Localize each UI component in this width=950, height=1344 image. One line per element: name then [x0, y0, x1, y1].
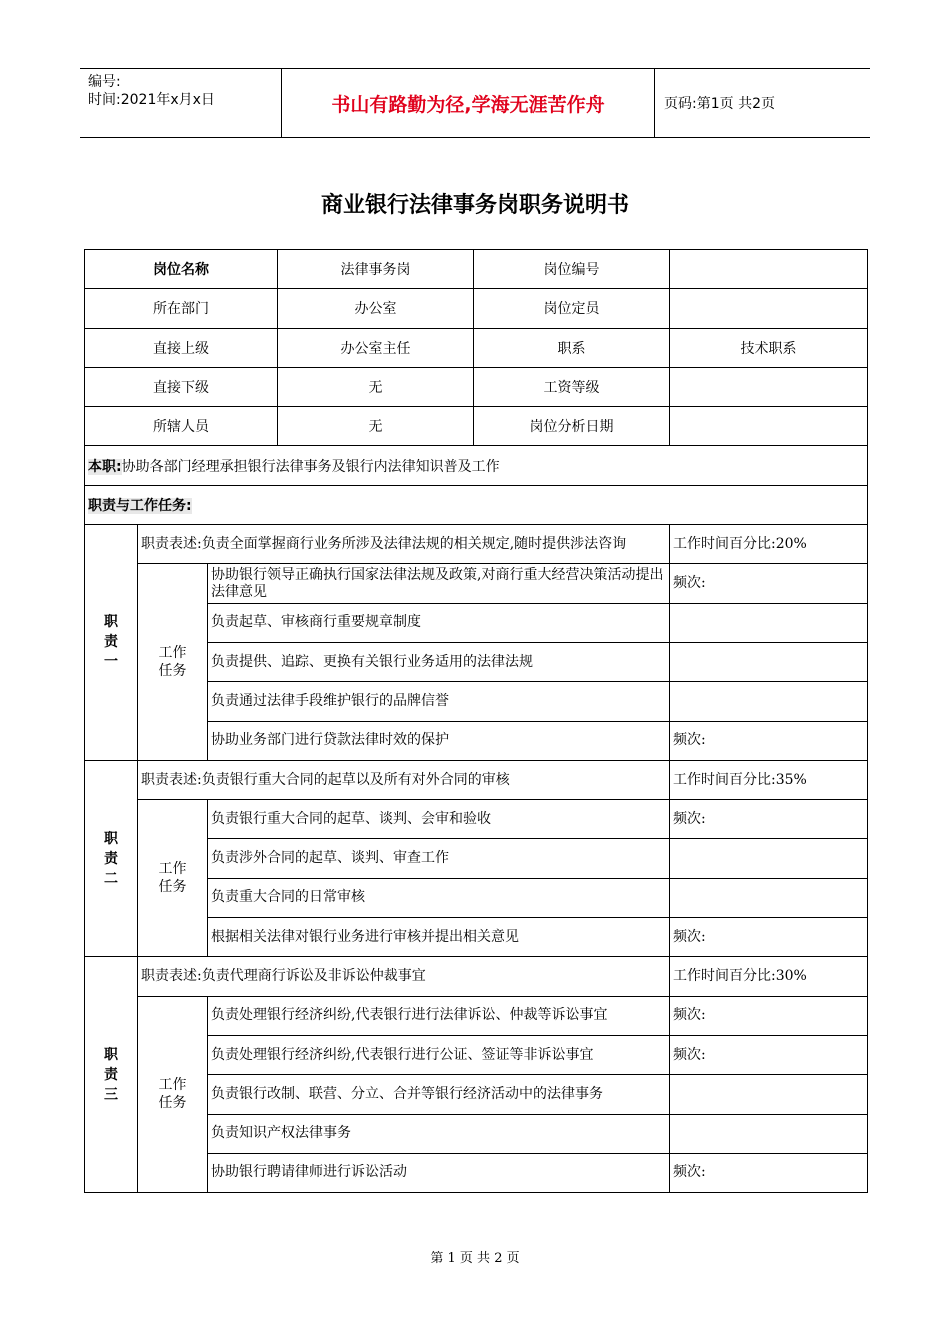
table-row	[85, 289, 868, 328]
task-group-label	[138, 996, 208, 1192]
header-meta	[80, 69, 282, 137]
duty-name	[85, 957, 138, 1193]
info-value: 技术职系	[670, 328, 868, 367]
info-value: 办公室	[278, 289, 474, 328]
task-frequency: 频次:	[670, 1153, 868, 1192]
info-value	[670, 289, 868, 328]
table-body	[85, 250, 868, 1193]
work-time-percent: 工作时间百分比:30%	[670, 957, 868, 996]
table-row	[85, 564, 868, 603]
page-header	[80, 68, 870, 138]
task-text: 负责处理银行经济纠纷,代表银行进行法律诉讼、仲裁等诉讼事宜	[208, 996, 670, 1035]
info-key: 职系	[474, 328, 670, 367]
task-text: 负责起草、审核商行重要规章制度	[208, 603, 670, 642]
info-key: 岗位定员	[474, 289, 670, 328]
table-row	[85, 367, 868, 406]
info-value: 无	[278, 407, 474, 446]
task-frequency	[670, 878, 868, 917]
task-text: 负责通过法律手段维护银行的品牌信誉	[208, 682, 670, 721]
table-row	[85, 996, 868, 1035]
task-group-label-text: 工作任务	[158, 645, 187, 680]
page-footer: 第 1 页 共 2 页	[430, 1251, 520, 1266]
duty-name	[85, 760, 138, 956]
info-key: 工资等级	[474, 367, 670, 406]
duty-main-cell	[85, 446, 868, 485]
document-title: 商业银行法律事务岗职务说明书	[320, 193, 629, 218]
info-value: 法律事务岗	[278, 250, 474, 289]
info-key: 岗位名称	[85, 250, 278, 289]
task-frequency: 频次:	[670, 721, 868, 760]
info-key: 直接下级	[85, 367, 278, 406]
info-key: 所辖人员	[85, 407, 278, 446]
duty-main-label: 本职:	[88, 458, 122, 475]
info-value: 无	[278, 367, 474, 406]
work-time-percent: 工作时间百分比:35%	[670, 760, 868, 799]
task-text: 负责知识产权法律事务	[208, 1114, 670, 1153]
work-time-percent: 工作时间百分比:20%	[670, 525, 868, 564]
task-frequency: 频次:	[670, 800, 868, 839]
info-value	[670, 407, 868, 446]
info-value: 办公室主任	[278, 328, 474, 367]
task-frequency: 频次:	[670, 996, 868, 1035]
task-text: 负责银行重大合同的起草、谈判、会审和验收	[208, 800, 670, 839]
task-frequency: 频次:	[670, 1035, 868, 1074]
duty-name-text: 职责三	[104, 1046, 118, 1103]
table-row	[85, 328, 868, 367]
task-text: 协助银行领导正确执行国家法律法规及政策,对商行重大经营决策活动提出法律意见	[208, 564, 670, 603]
doc-number-label: 编号:	[88, 74, 121, 90]
info-key: 直接上级	[85, 328, 278, 367]
header-motto: 书山有路勤为径,学海无涯苦作舟	[282, 69, 655, 137]
duty-description: 职责表述:负责代理商行诉讼及非诉讼仲裁事宜	[138, 957, 670, 996]
task-group-label-text: 工作任务	[158, 861, 187, 896]
task-frequency: 频次:	[670, 564, 868, 603]
duty-name-text: 职责二	[104, 830, 118, 887]
task-group-label	[138, 800, 208, 957]
table-row	[85, 957, 868, 996]
doc-date-label: 时间:2021年x月x日	[88, 92, 215, 108]
task-text: 负责处理银行经济纠纷,代表银行进行公证、签证等非诉讼事宜	[208, 1035, 670, 1074]
task-frequency	[670, 682, 868, 721]
duty-name	[85, 525, 138, 761]
table-row	[85, 250, 868, 289]
info-value	[670, 367, 868, 406]
task-text: 协助银行聘请律师进行诉讼活动	[208, 1153, 670, 1192]
table-row	[85, 760, 868, 799]
table-row	[85, 407, 868, 446]
job-description-table	[84, 249, 868, 1193]
task-text: 负责银行改制、联营、分立、合并等银行经济活动中的法律事务	[208, 1075, 670, 1114]
table-row	[85, 525, 868, 564]
duties-header-cell	[85, 485, 868, 524]
task-frequency	[670, 603, 868, 642]
task-frequency	[670, 1075, 868, 1114]
table-row	[85, 485, 868, 524]
task-group-label-text: 工作任务	[158, 1077, 187, 1112]
table-row	[85, 446, 868, 485]
duty-description: 职责表述:负责全面掌握商行业务所涉及法律法规的相关规定,随时提供涉法咨询	[138, 525, 670, 564]
header-page-info: 页码:第1页 共2页	[664, 96, 775, 112]
task-frequency: 频次:	[670, 918, 868, 957]
task-frequency	[670, 839, 868, 878]
task-text: 根据相关法律对银行业务进行审核并提出相关意见	[208, 918, 670, 957]
info-key: 岗位编号	[474, 250, 670, 289]
task-text: 协助业务部门进行贷款法律时效的保护	[208, 721, 670, 760]
task-text: 负责涉外合同的起草、谈判、审查工作	[208, 839, 670, 878]
duties-header: 职责与工作任务:	[88, 497, 192, 514]
table-row	[85, 800, 868, 839]
info-key: 所在部门	[85, 289, 278, 328]
task-frequency	[670, 1114, 868, 1153]
duty-main-text: 协助各部门经理承担银行法律事务及银行内法律知识普及工作	[121, 458, 500, 475]
task-group-label	[138, 564, 208, 760]
task-text: 负责重大合同的日常审核	[208, 878, 670, 917]
task-text: 负责提供、追踪、更换有关银行业务适用的法律法规	[208, 642, 670, 681]
info-key: 岗位分析日期	[474, 407, 670, 446]
task-frequency	[670, 642, 868, 681]
duty-description: 职责表述:负责银行重大合同的起草以及所有对外合同的审核	[138, 760, 670, 799]
duty-name-text: 职责一	[104, 614, 118, 671]
info-value	[670, 250, 868, 289]
